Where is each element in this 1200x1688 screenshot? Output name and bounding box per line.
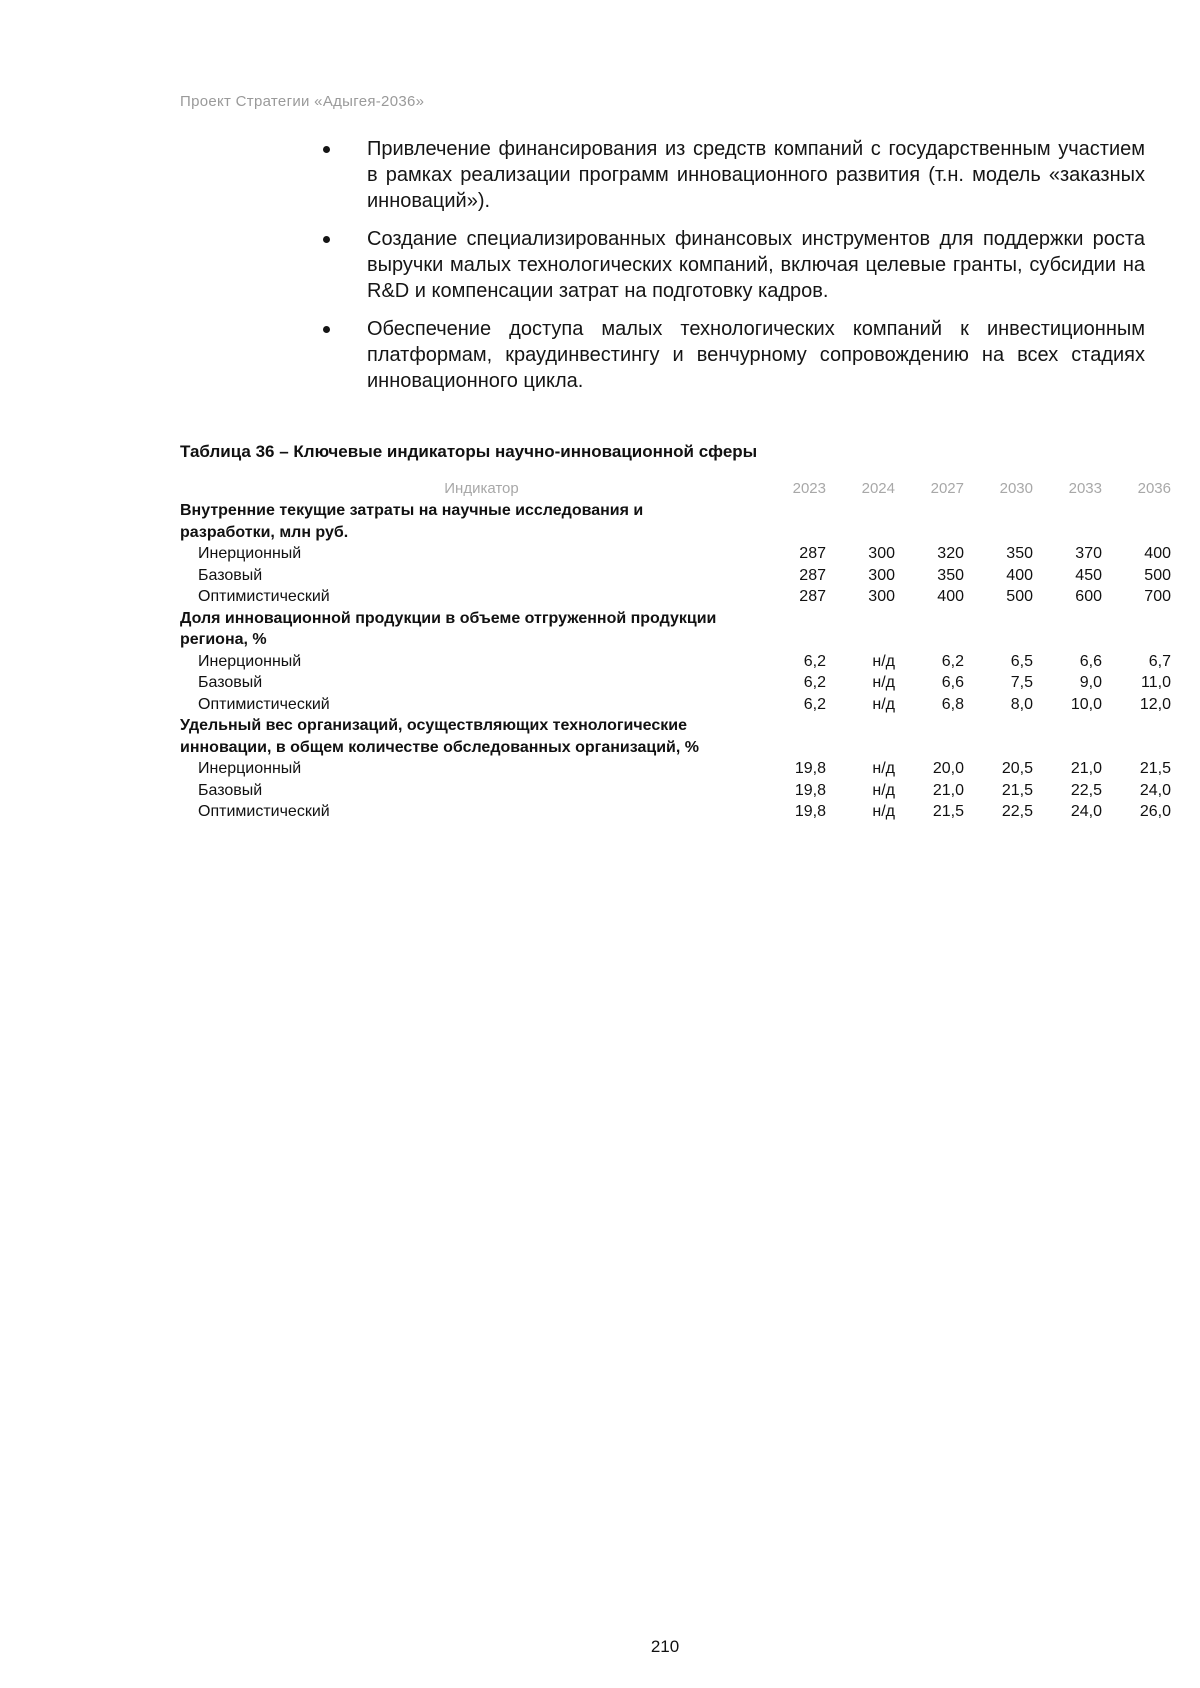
table-cell: 21,0 xyxy=(932,781,964,799)
table-cell: 300 xyxy=(868,566,895,584)
column-header-year: 2027 xyxy=(930,479,964,497)
table-cell: 10,0 xyxy=(1070,695,1102,713)
table-cell: 12,0 xyxy=(1139,695,1171,713)
table-cell: 6,6 xyxy=(941,674,964,691)
bullet-item xyxy=(315,316,1145,394)
scenario-label: Базовый xyxy=(198,566,263,584)
column-header-year: 2036 xyxy=(1137,479,1171,497)
table-cell: 500 xyxy=(1144,566,1171,584)
table-cell: 287 xyxy=(799,588,826,605)
page-header: Проект Стратегии «Адыгея-2036» xyxy=(180,93,425,110)
indicator-title: Доля инновационной продукции в объеме отгруженной продукции региона, % xyxy=(180,609,717,648)
scenario-label: Инерционный xyxy=(198,652,302,670)
table-cell: 6,7 xyxy=(1148,652,1171,670)
table-cell: 20,0 xyxy=(932,760,964,777)
table-cell: 21,5 xyxy=(1001,781,1033,799)
table-cell: 9,0 xyxy=(1079,674,1102,691)
table-cell: 400 xyxy=(1006,566,1033,584)
table-row xyxy=(180,780,1177,802)
table-row xyxy=(180,694,1177,716)
column-header-year: 2033 xyxy=(1068,479,1102,497)
table-group-row xyxy=(180,500,1177,543)
table-cell: 6,2 xyxy=(803,695,826,713)
scenario-label: Базовый xyxy=(198,781,263,799)
table-row xyxy=(180,672,1177,694)
table-cell: 19,8 xyxy=(794,803,826,820)
table-group-row xyxy=(180,608,1177,651)
indicator-table xyxy=(180,476,1177,823)
table-cell: 24,0 xyxy=(1070,803,1102,820)
table-cell: 22,5 xyxy=(1001,803,1033,820)
table-cell: 6,2 xyxy=(803,674,826,691)
table-cell: н/д xyxy=(872,760,895,777)
table-cell: 320 xyxy=(937,545,964,562)
bullet-text: Создание специализированных финансовых инструментов для поддержки роста выручки малых технологических компаний, включая целевые гранты, субсидии на R&D и компенсации затрат на подготовку кадров. xyxy=(367,228,1145,302)
scenario-label: Инерционный xyxy=(198,760,302,777)
table-cell: 19,8 xyxy=(794,781,826,799)
table-cell: н/д xyxy=(872,695,895,713)
scenario-label: Оптимистический xyxy=(198,695,330,713)
table-cell: 370 xyxy=(1075,545,1102,562)
table-cell: 20,5 xyxy=(1001,760,1033,777)
table-row xyxy=(180,801,1177,823)
table-cell: 700 xyxy=(1144,588,1171,605)
bullet-dot-icon xyxy=(323,326,330,333)
table-cell: 22,5 xyxy=(1070,781,1102,799)
table-cell: 400 xyxy=(937,588,964,605)
bullet-item xyxy=(315,226,1145,304)
indicator-title: Внутренние текущие затраты на научные исследования и разработки, млн руб. xyxy=(180,502,644,541)
scenario-label: Базовый xyxy=(198,674,263,691)
table-cell: 300 xyxy=(868,588,895,605)
table-cell: 500 xyxy=(1006,588,1033,605)
table-cell: 11,0 xyxy=(1141,674,1171,691)
table-cell: н/д xyxy=(872,652,895,670)
table-cell: 350 xyxy=(937,566,964,584)
table-cell: 7,5 xyxy=(1010,674,1033,691)
table-caption: Таблица 36 – Ключевые индикаторы научно-инновационной сферы xyxy=(180,442,758,461)
bullet-text: Привлечение финансирования из средств компаний с государственным участием в рамках реализации программ инновационного развития (т.н. модель «заказных инноваций»). xyxy=(367,138,1145,212)
table-cell: 6,2 xyxy=(941,652,964,670)
bullet-dot-icon xyxy=(323,146,330,153)
table-row xyxy=(180,586,1177,608)
table-cell: 600 xyxy=(1075,588,1102,605)
indicator-title: Удельный вес организаций, осуществляющих технологические инновации, в общем количестве обследованных организаций, % xyxy=(180,717,699,756)
table-cell: 287 xyxy=(799,545,826,562)
table-cell: 287 xyxy=(799,566,826,584)
column-header-year: 2030 xyxy=(999,479,1033,497)
table-cell: 450 xyxy=(1075,566,1102,584)
column-header-year: 2023 xyxy=(792,479,826,497)
table-cell: 6,2 xyxy=(803,652,826,670)
table-group-row xyxy=(180,715,1177,758)
table-cell: н/д xyxy=(872,803,895,820)
bullet-list xyxy=(315,136,1145,406)
bullet-text: Обеспечение доступа малых технологических компаний к инвестиционным платформам, краудинвестингу и венчурному сопровождению на всех стадиях инновационного цикла. xyxy=(367,318,1145,392)
table-row xyxy=(180,565,1177,587)
table-cell: 6,8 xyxy=(941,695,964,713)
table-cell: 26,0 xyxy=(1139,803,1171,820)
table-cell: 350 xyxy=(1006,545,1033,562)
scenario-label: Инерционный xyxy=(198,545,302,562)
page-number: 210 xyxy=(650,1637,680,1656)
bullet-dot-icon xyxy=(323,236,330,243)
table-cell: 400 xyxy=(1144,545,1171,562)
table-cell: 6,5 xyxy=(1010,652,1033,670)
scenario-label: Оптимистический xyxy=(198,588,330,605)
bullet-item xyxy=(315,136,1145,214)
table-cell: н/д xyxy=(872,781,895,799)
table-cell: 300 xyxy=(868,545,895,562)
table-cell: 19,8 xyxy=(794,760,826,777)
table-row xyxy=(180,758,1177,780)
table-cell: 21,5 xyxy=(1139,760,1171,777)
table-cell: 21,5 xyxy=(932,803,964,820)
scenario-label: Оптимистический xyxy=(198,803,330,820)
table-cell: 24,0 xyxy=(1139,781,1171,799)
table-cell: 8,0 xyxy=(1010,695,1033,713)
table-row xyxy=(180,651,1177,673)
column-header-indicator: Индикатор xyxy=(444,479,519,497)
table-header-row xyxy=(180,476,1177,500)
table-cell: н/д xyxy=(872,674,895,691)
table-cell: 21,0 xyxy=(1070,760,1102,777)
column-header-year: 2024 xyxy=(861,479,895,497)
table-cell: 6,6 xyxy=(1079,652,1102,670)
table-row xyxy=(180,543,1177,565)
